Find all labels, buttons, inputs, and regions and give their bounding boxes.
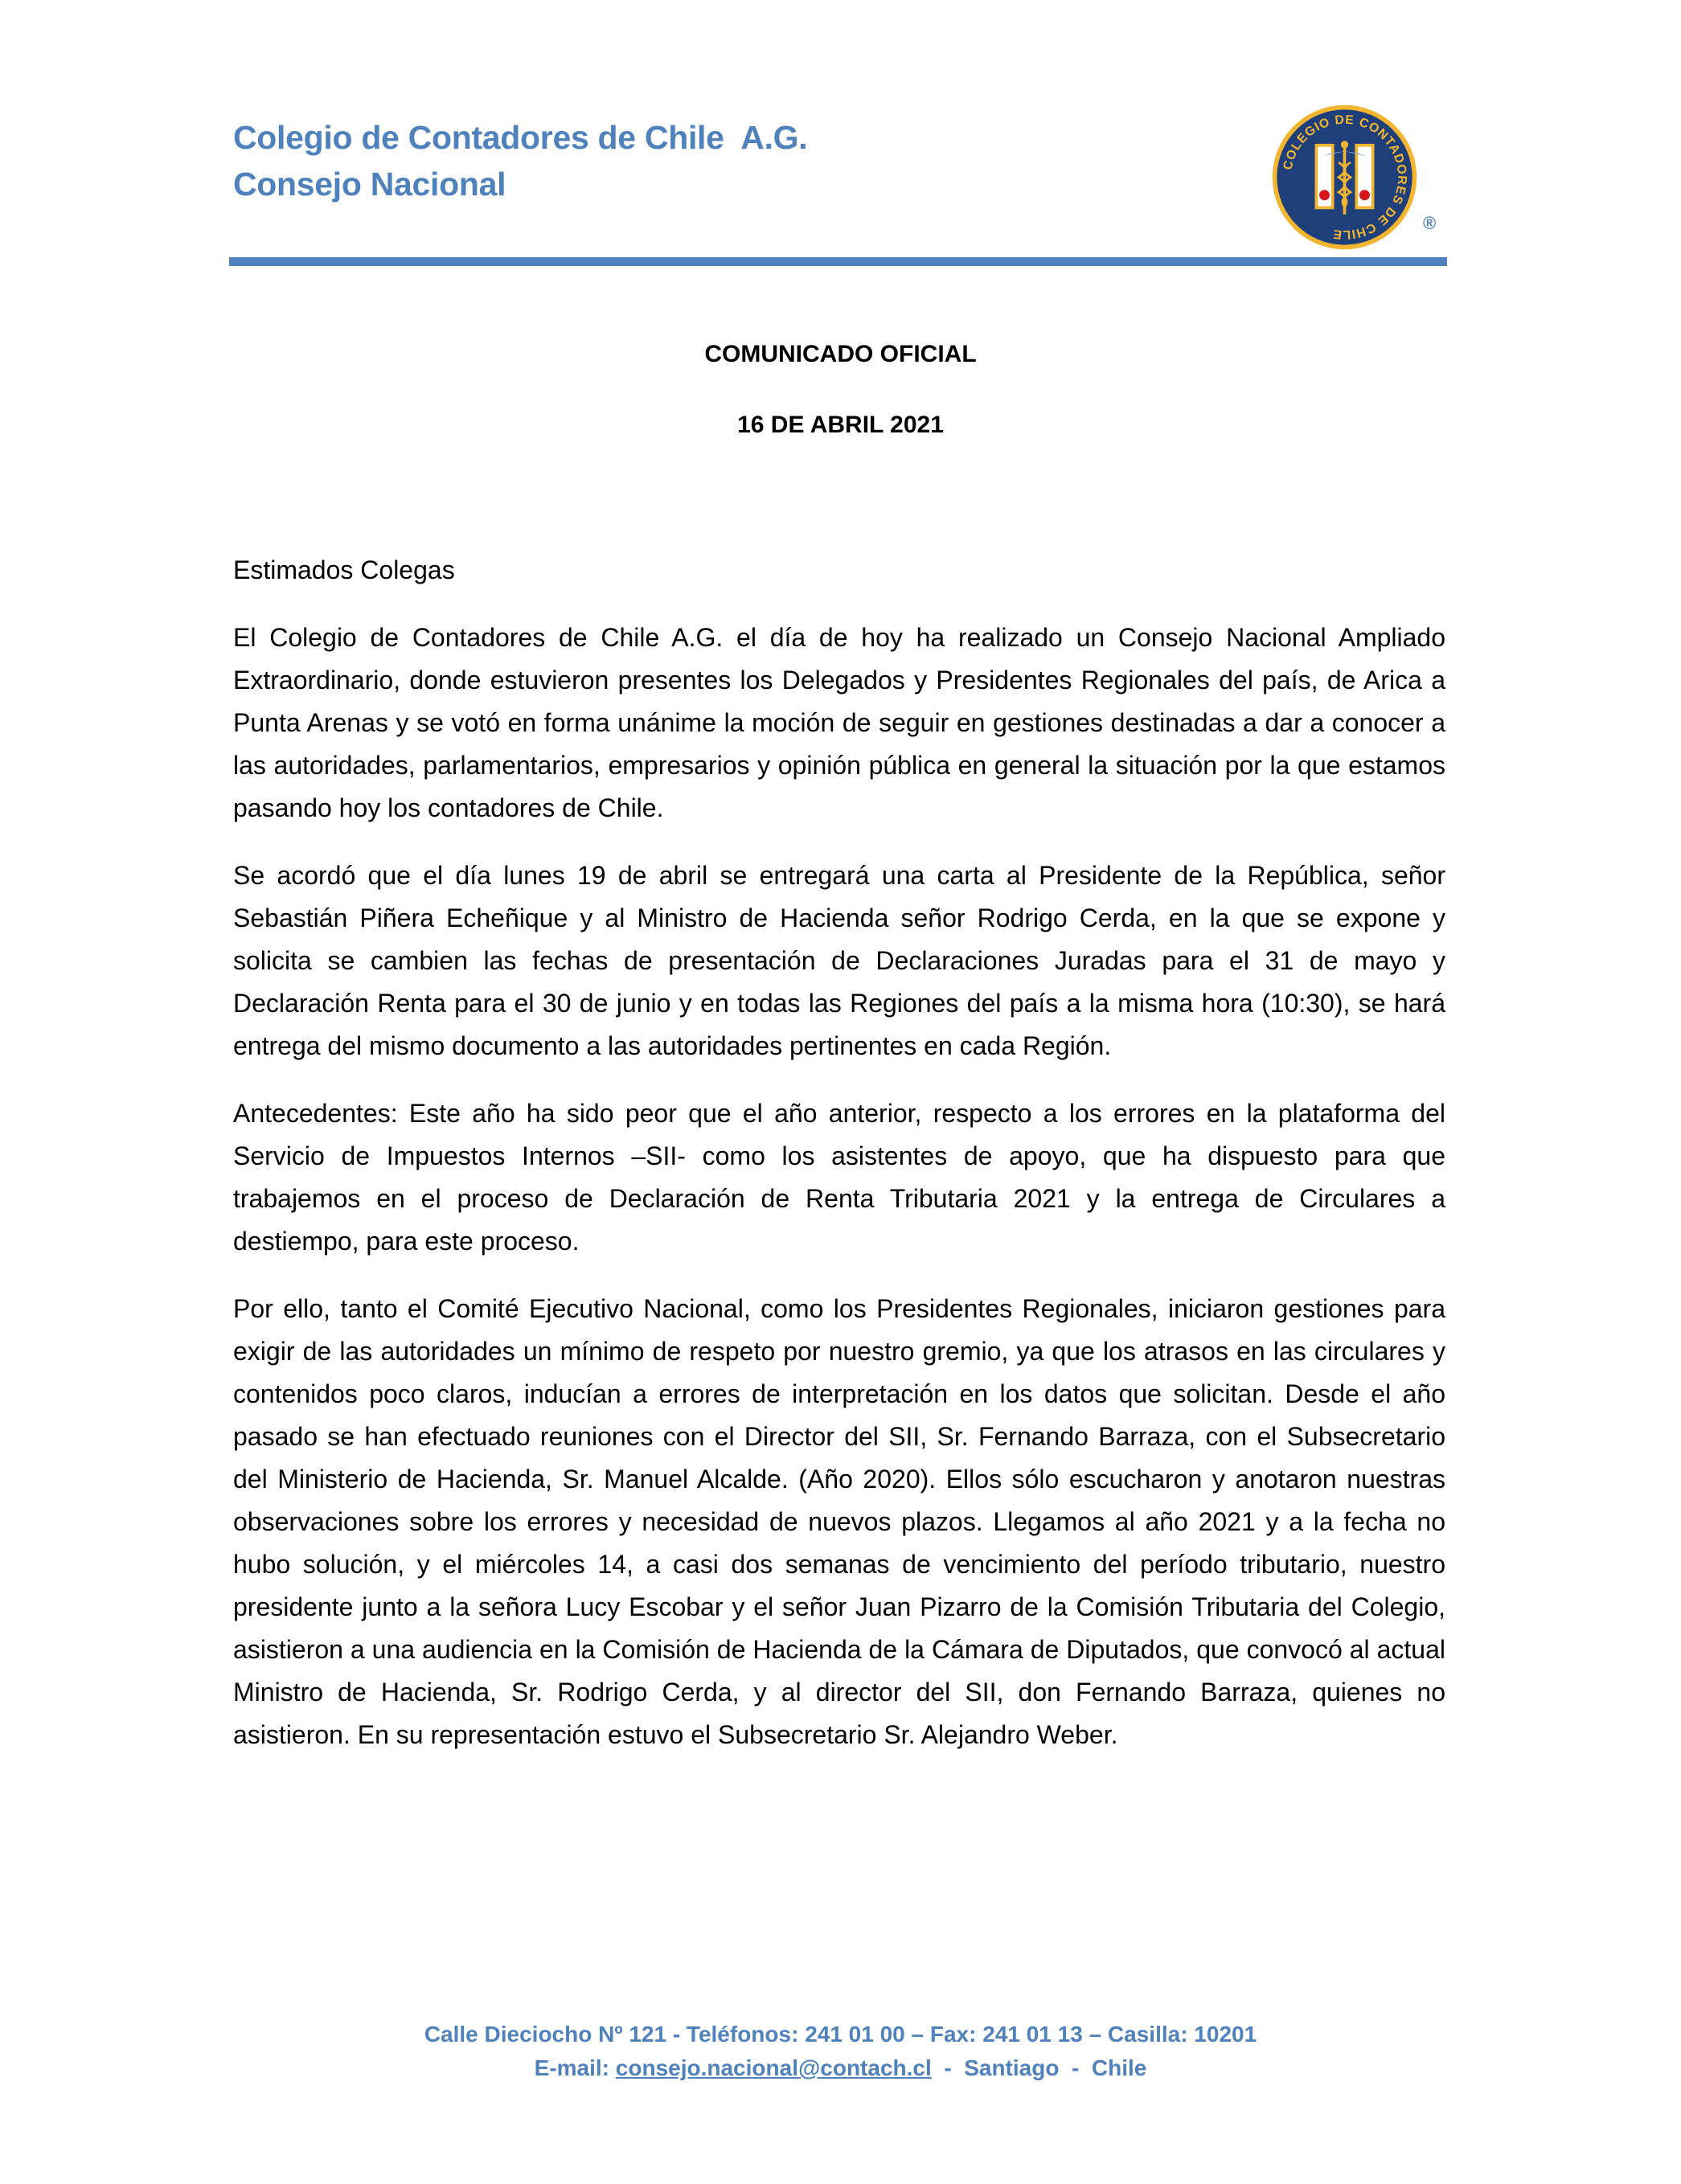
letterhead-title bbox=[233, 114, 807, 207]
letter-body bbox=[233, 549, 1445, 1781]
document-title: COMUNICADO OFICIAL bbox=[704, 341, 977, 367]
letterhead-footer bbox=[0, 2018, 1681, 2085]
council-name: Consejo Nacional bbox=[233, 166, 506, 203]
greeting: Estimados Colegas bbox=[233, 555, 455, 584]
registered-trademark-icon: ® bbox=[1423, 213, 1437, 233]
email-link[interactable]: consejo.nacional@contach.cl bbox=[615, 2055, 932, 2080]
document-date: 16 DE ABRIL 2021 bbox=[737, 412, 944, 438]
header-divider bbox=[229, 257, 1447, 266]
footer-address: Calle Dieciocho Nº 121 - Teléfonos: 241 01 00 – Fax: 241 01 13 – Casilla: 10201 bbox=[424, 2022, 1257, 2047]
paragraph: El Colegio de Contadores de Chile A.G. el día de hoy ha realizado un Consejo Nacional Ampliado Extraordinario, donde estuvieron presentes los Delegados y Presidentes Regionales del país, de Arica a Punta Arenas y se votó en forma unánime la moción de seguir en gestiones destinadas a dar a conocer a las autoridades, parlamentarios, empresarios y opinión pública en general la situación por la que estamos pasando hoy los contadores de Chile. bbox=[233, 623, 1445, 822]
paragraph: Se acordó que el día lunes 19 de abril se entregará una carta al Presidente de la República, señor Sebastián Piñera Echeñique y al Ministro de Hacienda señor Rodrigo Cerda, en la que se expone y solicita se cambien las fechas de presentación de Declaraciones Juradas para el 31 de mayo y Declaración Renta para el 30 de junio y en todas las Regiones del país a la misma hora (10:30), se hará entrega del mismo documento a las autoridades pertinentes en cada Región. bbox=[233, 861, 1445, 1060]
footer-city: - Santiago - Chile bbox=[931, 2055, 1147, 2080]
paragraph: Antecedentes: Este año ha sido peor que el año anterior, respecto a los errores en la plataforma del Servicio de Impuestos Internos –SII- como los asistentes de apoyo, que ha dispuesto para que trabajemos en el proceso de Declaración de Renta Tributaria 2021 y la entrega de Circulares a destiempo, para este proceso. bbox=[233, 1099, 1445, 1256]
organization-logo-icon bbox=[1270, 103, 1419, 252]
paragraph: Por ello, tanto el Comité Ejecutivo Nacional, como los Presidentes Regionales, iniciaron gestiones para exigir de las autoridades un mínimo de respeto por nuestro gremio, ya que los atrasos en las circulares y contenidos poco claros, inducían a errores de interpretación en los datos que solicitan. Desde el año pasado se han efectuado reuniones con el Director del SII, Sr. Fernando Barraza, con el Subsecretario del Ministerio de Hacienda, Sr. Manuel Alcalde. (Año 2020). Ellos sólo escucharon y anotaron nuestras observaciones sobre los errores y necesidad de nuevos plazos. Llegamos al año 2021 y a la fecha no hubo solución, y el miércoles 14, a casi dos semanas de vencimiento del período tributario, nuestro presidente junto a la señora Lucy Escobar y el señor Juan Pizarro de la Comisión Tributaria del Colegio, asistieron a una audiencia en la Comisión de Hacienda de la Cámara de Diputados, que convocó al actual Ministro de Hacienda, Sr. Rodrigo Cerda, y al director del SII, don Fernando Barraza, quienes no asistieron. En su representación estuvo el Subsecretario Sr. Alejandro Weber. bbox=[233, 1294, 1445, 1749]
organization-name: Colegio de Contadores de Chile A.G. bbox=[233, 119, 808, 156]
footer-contact bbox=[0, 2051, 1681, 2085]
email-label: E-mail: bbox=[534, 2055, 616, 2080]
svg-text:COLEGIO DE CONTADORES DE CHILE: COLEGIO DE CONTADORES DE CHILE bbox=[1281, 113, 1409, 242]
